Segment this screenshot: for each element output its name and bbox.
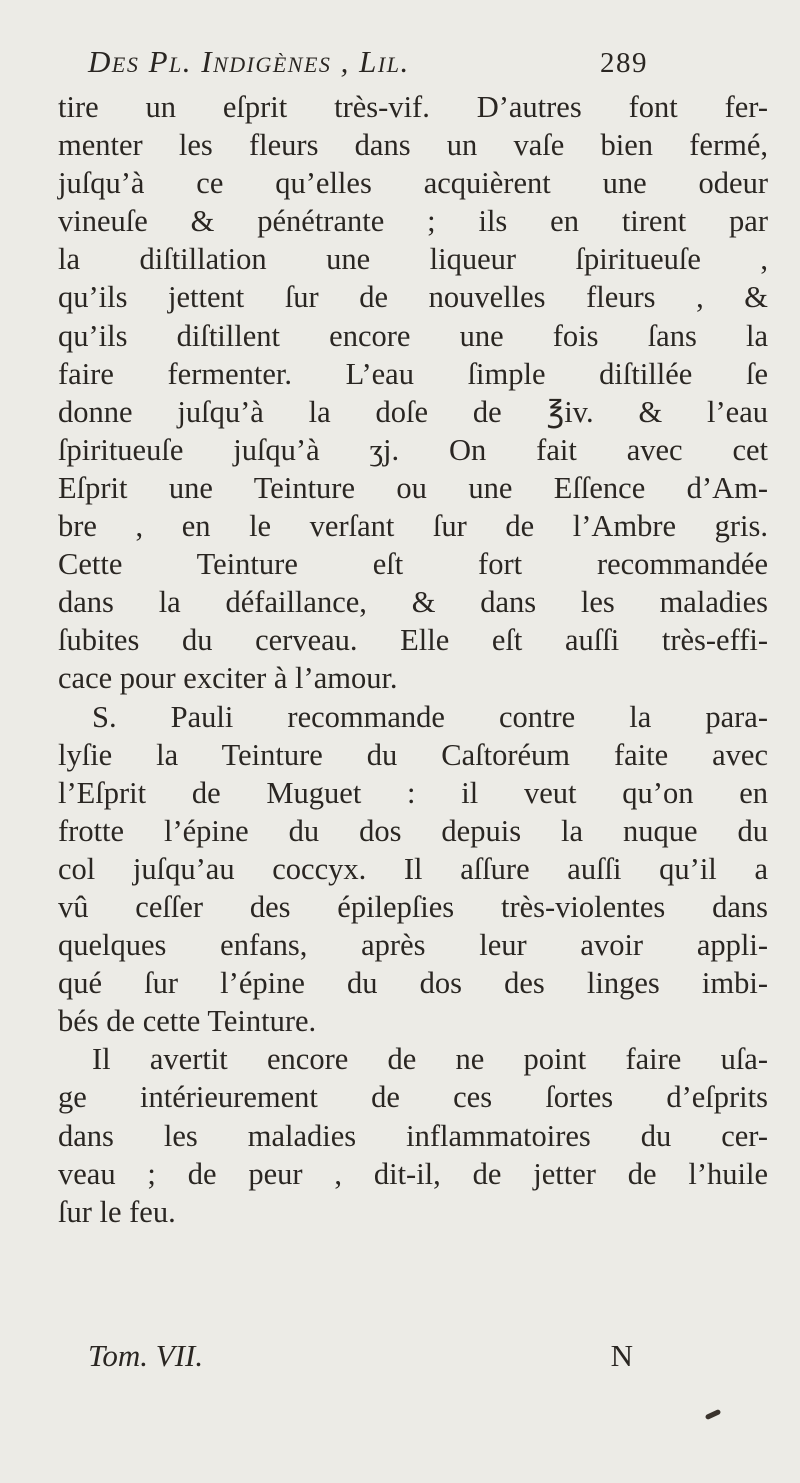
text-line: vû ceſſer des épilepſies très-violentes dans [58, 889, 768, 924]
text-line: donne juſqu’à la doſe de ℥iv. & l’eau [58, 394, 768, 429]
running-title: Des Pl. Indigènes , Lil. [88, 44, 410, 79]
text-line: Il avertit encore de ne point faire uſa- [92, 1042, 768, 1077]
text-line: la diſtillation une liqueur ſpiritueuſe , [58, 242, 768, 277]
text-line: ſubites du cerveau. Elle eſt auſſi très-effi- [58, 623, 768, 658]
running-header [88, 44, 648, 80]
text-line: qué ſur l’épine du dos des linges imbi- [58, 966, 768, 1001]
text-line: dans la défaillance, & dans les maladies [58, 585, 768, 620]
ink-mark [705, 1409, 722, 1420]
text-line: veau ; de peur , dit-il, de jetter de l’huile [58, 1156, 768, 1191]
text-line: faire fermenter. L’eau ſimple diſtillée ſe [58, 356, 768, 391]
text-line: lyſie la Teinture du Caſtoréum faite avec [58, 737, 768, 772]
text-line: frotte l’épine du dos depuis la nuque du [58, 813, 768, 848]
text-line: qu’ils jettent ſur de nouvelles fleurs , & [58, 280, 768, 315]
text-line: ge intérieurement de ces ſortes d’eſprits [58, 1080, 768, 1115]
volume-signature: Tom. VII. [88, 1338, 204, 1373]
text-line: menter les fleurs dans un vaſe bien fermé, [58, 128, 768, 163]
text-line: Eſprit une Teinture ou une Eſſence d’Am- [58, 470, 768, 505]
text-line: bés de cette Teinture. [58, 1004, 317, 1039]
text-line: bre , en le verſant ſur de l’Ambre gris. [58, 509, 768, 544]
text-line: quelques enfans, après leur avoir appli- [58, 928, 768, 963]
page-number: 289 [600, 47, 648, 79]
text-line: cace pour exciter à l’amour. [58, 661, 398, 696]
text-line: l’Eſprit de Muguet : il veut qu’on en [58, 775, 768, 810]
text-line: juſqu’à ce qu’elles acquièrent une odeur [58, 166, 768, 201]
text-line: Cette Teinture eſt fort recommandée [58, 547, 768, 582]
text-line: col juſqu’au coccyx. Il aſſure auſſi qu’il a [58, 851, 768, 886]
page-footer [88, 1338, 633, 1374]
text-line: tire un eſprit très-vif. D’autres font fer- [58, 90, 768, 124]
gathering-signature: N [610, 1338, 633, 1373]
text-line: vineuſe & pénétrante ; ils en tirent par [58, 204, 768, 239]
body-text [58, 88, 768, 1231]
text-line: S. Pauli recommande contre la para- [92, 699, 768, 734]
text-line: dans les maladies inflammatoires du cer- [58, 1118, 768, 1153]
text-line: ſur le feu. [58, 1194, 176, 1229]
text-line: ſpiritueuſe juſqu’à ʒj. On fait avec cet [58, 432, 768, 467]
text-line: qu’ils diſtillent encore une fois ſans la [58, 318, 768, 353]
